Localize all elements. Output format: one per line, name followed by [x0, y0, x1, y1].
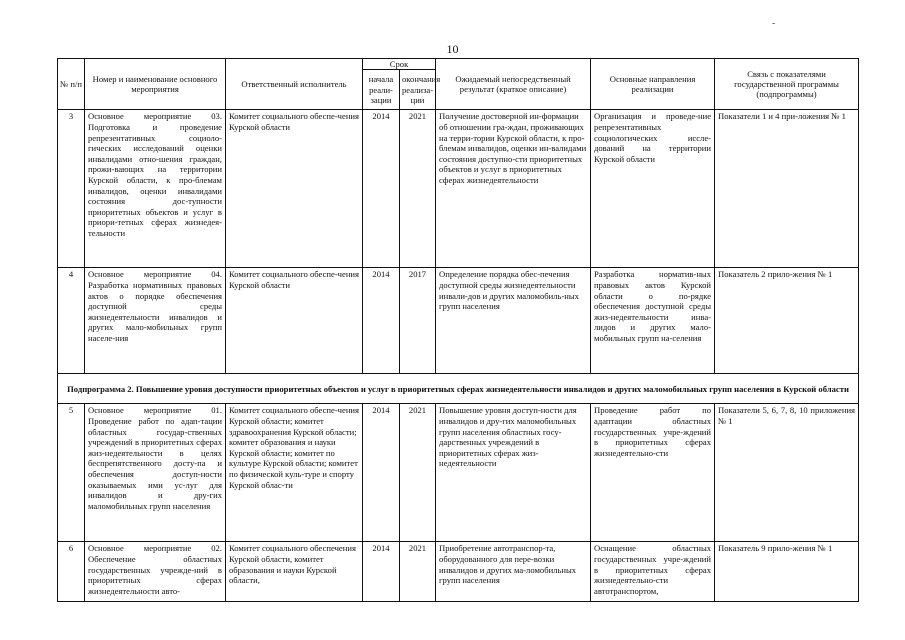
row-end: 2021: [400, 404, 436, 542]
row-result: Получение достоверной ин-формации об отношении гра-ждан, проживающих на терри-тории Курской области, к про-блемам инвалидов, оценки ин-валидами состояния доступно-сти приоритетных объектов и услуг в приоритетных сферах жизнедеятельности: [436, 110, 591, 268]
row-num: 6: [58, 542, 85, 602]
header-term: Срок: [363, 59, 436, 70]
row-directions: Организация и проведе-ние репрезентативных социологических иссле-дований на территории Курской области: [591, 110, 715, 268]
row-num: 3: [58, 110, 85, 268]
row-link: Показатель 2 прило-жения № 1: [715, 268, 859, 374]
header-name: Номер и наименование основного мероприятия: [85, 59, 226, 110]
row-name: Основное мероприятие 01. Проведение работ по адап-тации областных государ-ственных учреждений в приоритетных сферах жиз-недеятельности в целях беспрепятственного досту-па и обеспечения доступ-ности оказываемых ими ус-луг для инвалидов и дру-гих маломобильных групп населения: [85, 404, 226, 542]
row-name: Основное мероприятие 02. Обеспечение областных государственных учрежде-ний в приоритетных сферах жизнедеятельности авто-: [85, 542, 226, 602]
row-executor: Комитет социального обеспечения Курской области, комитет образования и науки Курской области,: [226, 542, 363, 602]
row-start: 2014: [363, 110, 400, 268]
program-table: [57, 58, 859, 602]
row-result: Приобретение автотранспор-та, оборудованного для пере-возки инвалидов и других ма-ломобильных групп населения: [436, 542, 591, 602]
header-start: начала реали-зации: [363, 70, 400, 110]
row-executor: Комитет социального обеспе-чения Курской области: [226, 110, 363, 268]
table-row: [58, 110, 859, 268]
row-executor: Комитет социального обеспе-чения Курской области: [226, 268, 363, 374]
subprogram-title: Подпрограмма 2. Повышение уровня доступности приоритетных объектов и услуг в приоритетных сферах жизнедеятельности инвалидов и других маломобильных групп населения в Курской области: [58, 374, 859, 404]
table-row: [58, 542, 859, 602]
header-end: окончания реализа-ции: [400, 70, 436, 110]
page-number: 10: [446, 42, 459, 56]
row-link: Показатель 9 прило-жения № 1: [715, 542, 859, 602]
row-end: 2021: [400, 110, 436, 268]
corner-mark: -: [772, 18, 776, 29]
row-num: 4: [58, 268, 85, 374]
row-directions: Разработка норматив-ных правовых актов Курской области о по-рядке обеспечения доступной среды жиз-недеятельности инва-лидов и других мало-мобильных групп на-селения: [591, 268, 715, 374]
header-executor: Ответственный исполнитель: [226, 59, 363, 110]
row-link: Показатели 1 и 4 при-ложения № 1: [715, 110, 859, 268]
row-end: 2017: [400, 268, 436, 374]
row-link: Показатели 5, 6, 7, 8, 10 приложения № 1: [715, 404, 859, 542]
table-row: [58, 268, 859, 374]
row-result: Определение порядка обес-печения доступной среды жизнедеятельности инвали-дов и других маломобиль-ных групп населения: [436, 268, 591, 374]
header-directions: Основные направления реализации: [591, 59, 715, 110]
table-row: [58, 404, 859, 542]
row-num: 5: [58, 404, 85, 542]
row-name: Основное мероприятие 03. Подготовка и проведение репрезентативных социоло-гических исследований оценки инвалидами отно-шения граждан, прожи-вающих на территории Курской области, к про-блемам инвалидов, оценки инвалидами состояния дос-тупности приоритетных объектов и услуг в приори-тетных сферах жизнедея-тельности: [85, 110, 226, 268]
header-result: Ожидаемый непосредственный результат (краткое описание): [436, 59, 591, 110]
subprogram-row: [58, 374, 859, 404]
header-link: Связь с показателями государственной программы (подпрограммы): [715, 59, 859, 110]
row-directions: Оснащение областных государственных учре-ждений в приоритетных сферах жизнедеятельно-сти автотранспортом,: [591, 542, 715, 602]
row-end: 2021: [400, 542, 436, 602]
row-directions: Проведение работ по адаптации областных государственных учре-ждений в приоритетных сферах жизнедеятельно-сти: [591, 404, 715, 542]
row-start: 2014: [363, 268, 400, 374]
row-result: Повышение уровня доступ-ности для инвалидов и дру-гих маломобильных групп населения областных госу-дарственных учреждений в приоритетных сферах жиз-недеятельности: [436, 404, 591, 542]
row-name: Основное мероприятие 04. Разработка нормативных правовых актов о порядке обеспечения доступной среды жизнедеятельности инвалидов и других мало-мобильных групп населе-ния: [85, 268, 226, 374]
row-start: 2014: [363, 542, 400, 602]
row-start: 2014: [363, 404, 400, 542]
row-executor: Комитет социального обеспе-чения Курской области; комитет здравоохранения Курской области; комитет образования и науки Курской области; комитет по культуре Курской области; комитет по физической куль-туре и спорту Курской облас-ти: [226, 404, 363, 542]
header-num: № п/п: [58, 59, 85, 110]
